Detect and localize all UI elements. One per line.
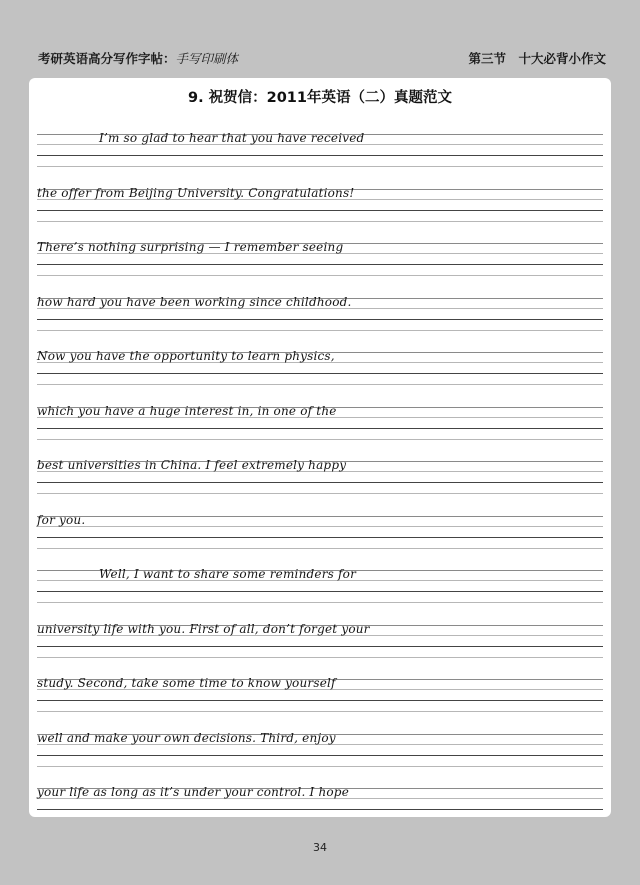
book-title [38, 49, 238, 67]
guide-line-base [37, 319, 603, 320]
guide-line-base [37, 755, 603, 756]
guide-line-base [37, 646, 603, 647]
handwriting-text: your life as long as it’s under your control. I hope [37, 785, 349, 799]
guide-line-bottom [37, 330, 603, 331]
handwriting-line [37, 124, 603, 178]
guide-line-bottom [37, 602, 603, 603]
guide-line-base [37, 428, 603, 429]
handwriting-text: Well, I want to share some reminders for [99, 567, 357, 581]
guide-line-base [37, 591, 603, 592]
handwriting-text: well and make your own decisions. Third, enjoy [37, 730, 336, 745]
guide-line-bottom [37, 493, 603, 494]
handwriting-line [37, 288, 603, 342]
guide-line-bottom [37, 166, 603, 167]
guide-line-bottom [37, 657, 603, 658]
handwriting-text: There’s nothing surprising — I remember seeing [37, 240, 344, 254]
handwriting-line [37, 560, 603, 614]
handwriting-line [37, 451, 603, 505]
guide-line-base [37, 264, 603, 265]
guide-line-bottom [37, 548, 603, 549]
copybook-page [29, 78, 611, 817]
page-header [0, 0, 640, 76]
handwriting-line [37, 778, 603, 817]
handwriting-line [37, 724, 603, 778]
section-title: 第三节 十大必背小作文 [468, 51, 606, 66]
guide-line-base [37, 373, 603, 374]
handwriting-line [37, 179, 603, 233]
handwriting-text: Now you have the opportunity to learn physics, [37, 349, 335, 363]
guide-line-base [37, 155, 603, 156]
guide-line-bottom [37, 384, 603, 385]
handwriting-line [37, 506, 603, 560]
handwriting-text: I’m so glad to hear that you have received [99, 131, 365, 145]
handwriting-text: university life with you. First of all, don’t forget your [37, 621, 370, 636]
handwriting-line [37, 669, 603, 723]
guide-line-bottom [37, 275, 603, 276]
handwriting-lines [29, 78, 611, 817]
handwriting-text: which you have a huge interest in, in one of the [37, 403, 337, 418]
guide-line-base [37, 482, 603, 483]
handwriting-line [37, 397, 603, 451]
guide-line-base [37, 700, 603, 701]
guide-line-bottom [37, 221, 603, 222]
page-number: 34 [313, 841, 327, 854]
guide-line-bottom [37, 766, 603, 767]
handwriting-line [37, 233, 603, 287]
handwriting-line [37, 342, 603, 396]
handwriting-text: best universities in China. I feel extremely happy [37, 458, 347, 472]
book-subtitle: 手写印刷体 [175, 51, 239, 66]
handwriting-text: study. Second, take some time to know yourself [37, 676, 336, 690]
handwriting-text: for you. [37, 512, 86, 527]
book-title-main: 考研英语高分写作字帖： [38, 51, 176, 66]
handwriting-text: how hard you have been working since childhood. [37, 294, 352, 309]
guide-line-bottom [37, 711, 603, 712]
handwriting-text: the offer from Beijing University. Congratulations! [37, 185, 355, 200]
guide-line-base [37, 809, 603, 810]
guide-line-bottom [37, 439, 603, 440]
handwriting-line [37, 615, 603, 669]
guide-line-base [37, 537, 603, 538]
guide-line-base [37, 210, 603, 211]
essay-title: 9. 祝贺信：2011年英语（二）真题范文 [187, 90, 452, 106]
